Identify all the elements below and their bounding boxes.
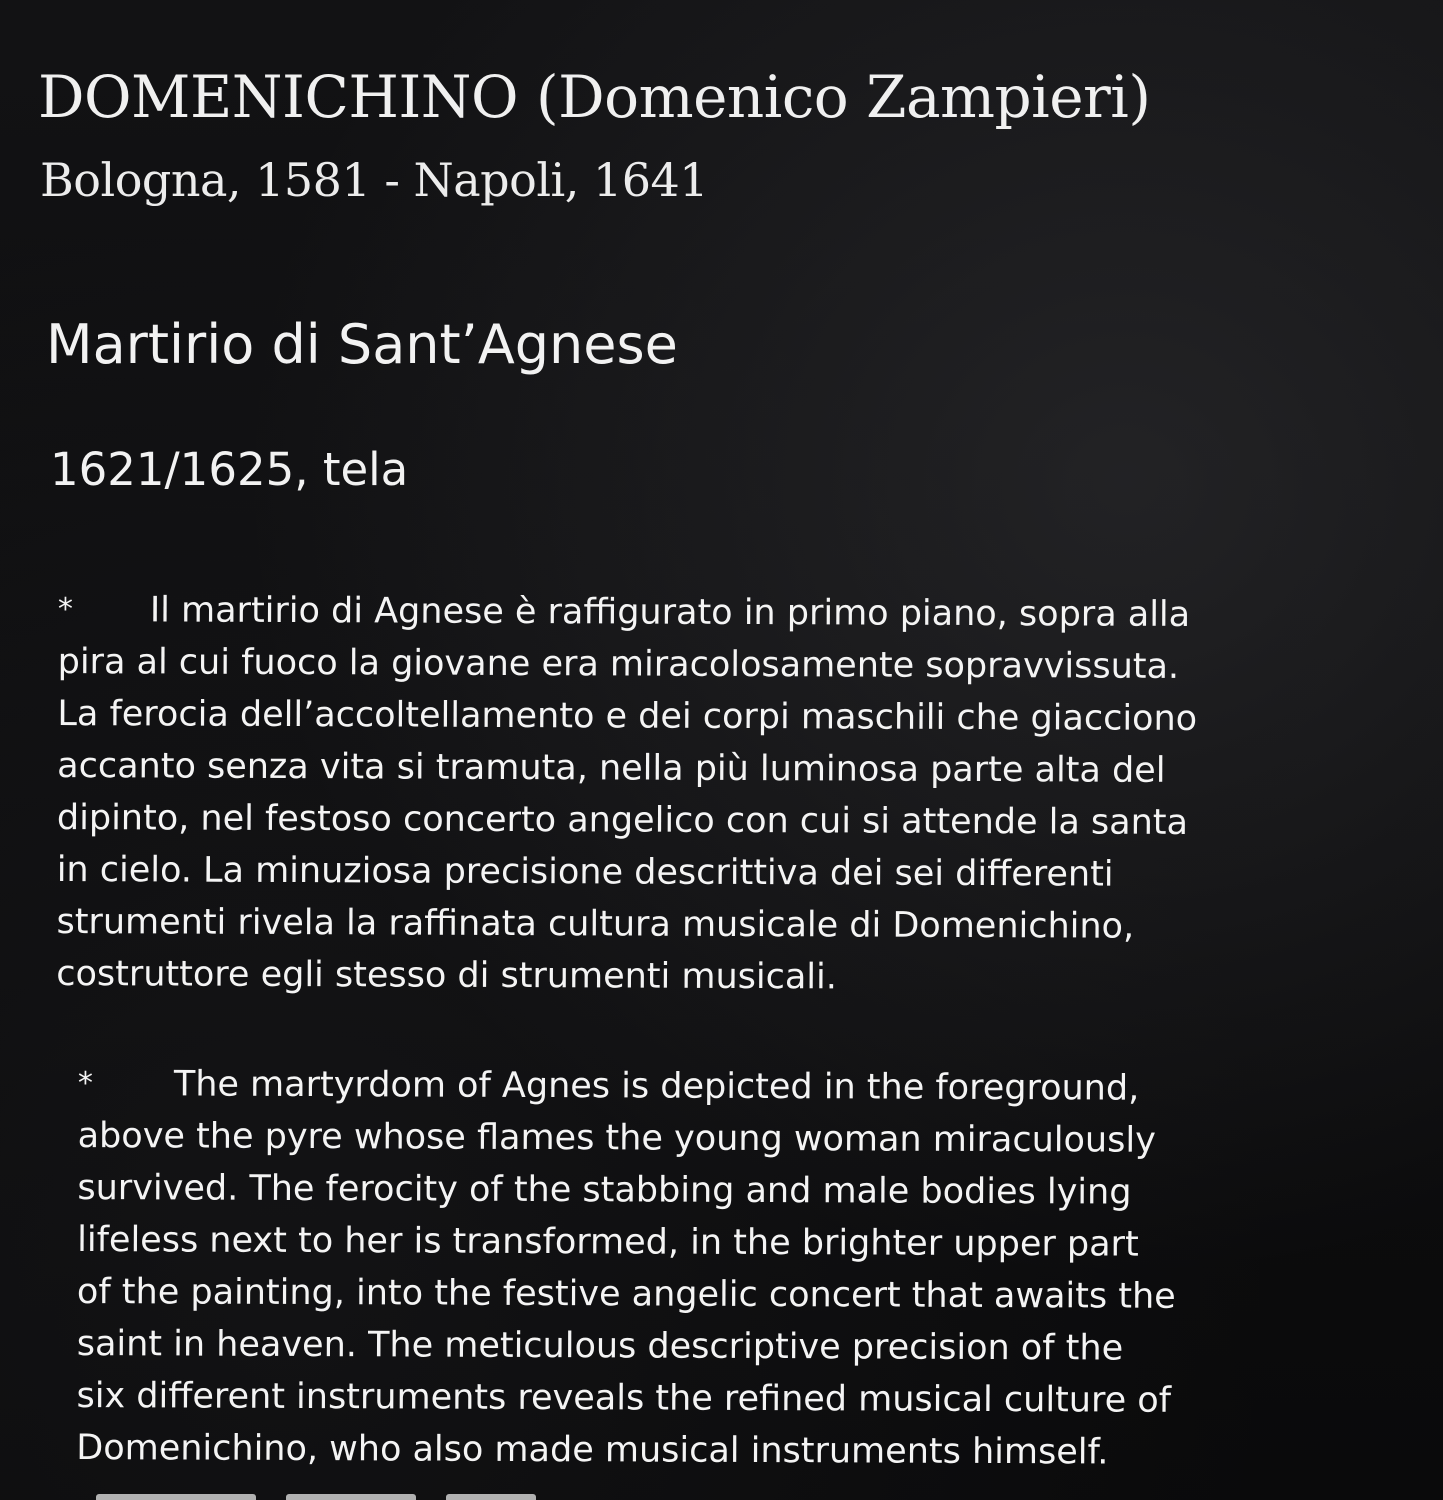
description-line: lifeless next to her is transformed, in the brighter upper part bbox=[77, 1219, 1139, 1265]
description-line bbox=[78, 1058, 1177, 1115]
description-italian bbox=[56, 584, 1197, 1005]
bullet-asterisk: * bbox=[77, 1065, 93, 1102]
description-line: La ferocia dell’accoltellamento e dei corpi maschili che giacciono bbox=[57, 693, 1198, 739]
description-line: pira al cui fuoco la giovane era miracolosamente sopravvissuta. bbox=[57, 641, 1180, 687]
bullet-asterisk: * bbox=[57, 591, 73, 628]
description-line: above the pyre whose flames the young woman miraculously bbox=[77, 1115, 1156, 1161]
artist-name: DOMENICHINO (Domenico Zampieri) bbox=[38, 63, 1151, 131]
description-line: survived. The ferocity of the stabbing and male bodies lying bbox=[77, 1167, 1132, 1213]
description-line: costruttore egli stesso di strumenti musicali. bbox=[56, 953, 838, 998]
cropped-word bbox=[446, 1494, 536, 1500]
artist-dates: Bologna, 1581 - Napoli, 1641 bbox=[40, 153, 709, 207]
description-line: in cielo. La minuziosa precisione descrittiva dei sei differenti bbox=[56, 849, 1114, 895]
description-line: of the painting, into the festive angelic concert that awaits the bbox=[76, 1271, 1176, 1317]
description-line: dipinto, nel festoso concerto angelico con cui si attende la santa bbox=[56, 797, 1189, 843]
description-line: accanto senza vita si tramuta, nella più luminosa parte alta del bbox=[57, 745, 1166, 791]
artwork-date-medium: 1621/1625, tela bbox=[50, 443, 409, 496]
description-line: Domenichino, who also made musical instruments himself. bbox=[76, 1427, 1109, 1473]
description-line: strumenti rivela la raffinata cultura musicale di Domenichino, bbox=[56, 901, 1135, 947]
description-line: six different instruments reveals the refined musical culture of bbox=[76, 1375, 1172, 1421]
description-line bbox=[58, 584, 1198, 641]
cropped-word bbox=[96, 1494, 256, 1500]
description-line: saint in heaven. The meticulous descriptive precision of the bbox=[76, 1323, 1124, 1369]
description-line-text: Il martirio di Agnese è raffigurato in primo piano, sopra alla bbox=[149, 590, 1191, 635]
description-line-text: The martyrdom of Agnes is depicted in the foreground, bbox=[173, 1064, 1140, 1109]
description-english bbox=[76, 1058, 1177, 1479]
artwork-title: Martirio di Sant’Agnese bbox=[46, 313, 678, 376]
cropped-word bbox=[286, 1494, 416, 1500]
cropped-text-line bbox=[96, 1478, 656, 1500]
